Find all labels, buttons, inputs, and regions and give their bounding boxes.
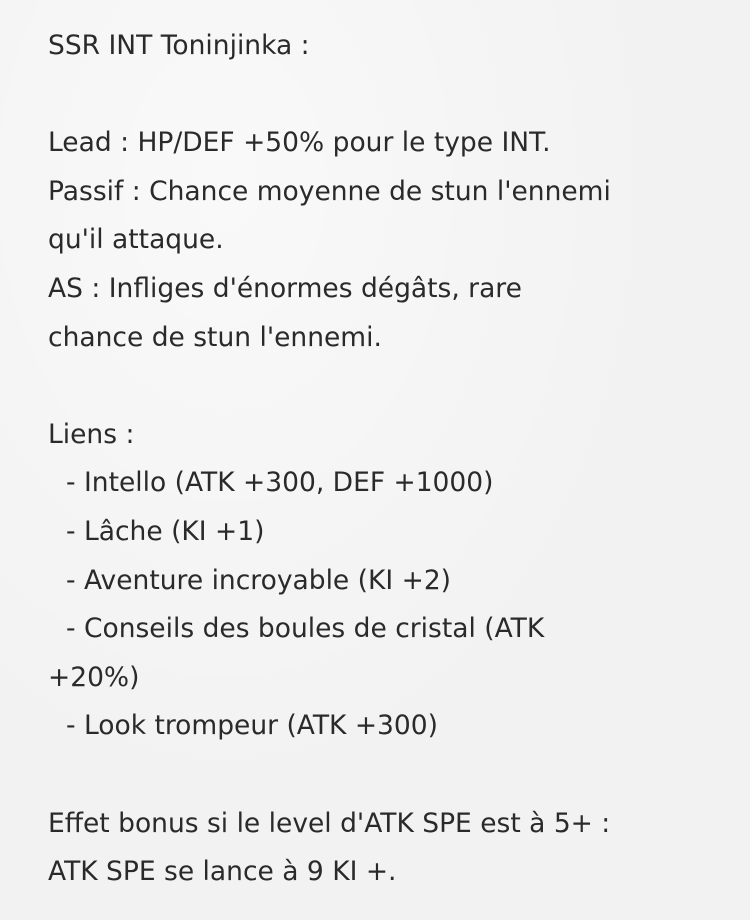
passive-skill-text-line-2: qu'il attaque. xyxy=(48,224,224,256)
link-item: - Look trompeur (ATK +300) xyxy=(66,710,438,742)
super-attack-text-line-1: AS : Infliges d'énormes dégâts, rare xyxy=(48,272,522,304)
bonus-effect-text-line-2: ATK SPE se lance à 9 KI +. xyxy=(48,856,397,888)
blank-line xyxy=(48,362,730,411)
link-item: - Conseils des boules de cristal (ATK xyxy=(66,613,545,645)
passive-skill-text-line-1: Passif : Chance moyenne de stun l'ennemi xyxy=(48,175,611,207)
link-item: - Lâche (KI +1) xyxy=(66,515,265,547)
bonus-effect-text-line-1: Effet bonus si le level d'ATK SPE est à 5+ : xyxy=(48,807,611,839)
blank-line xyxy=(48,71,730,120)
super-attack-text-line-2: chance de stun l'ennemi. xyxy=(48,321,382,353)
link-item: - Aventure incroyable (KI +2) xyxy=(66,564,452,596)
link-item-wrap: +20%) xyxy=(48,661,140,693)
blank-line xyxy=(48,751,730,800)
lead-skill-text: Lead : HP/DEF +50% pour le type INT. xyxy=(48,127,551,159)
links-heading: Liens : xyxy=(48,418,135,450)
link-item: - Intello (ATK +300, DEF +1000) xyxy=(66,467,494,499)
note-title: SSR INT Toninjinka : xyxy=(48,30,310,61)
